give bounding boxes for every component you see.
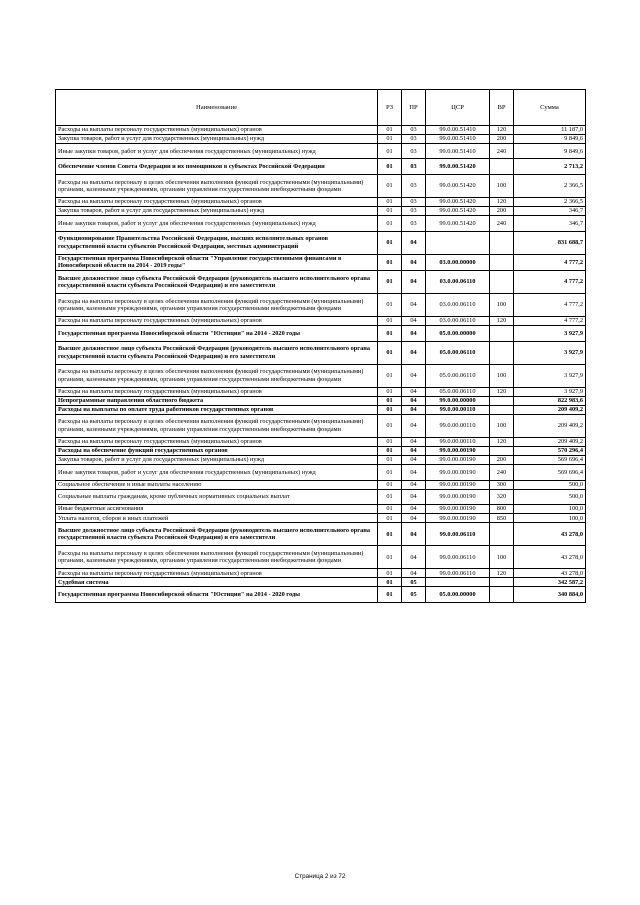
cell-sum: 3 927,9 bbox=[514, 326, 586, 342]
cell-name: Расходы на выплаты персоналу государственных (муниципальных) органов bbox=[56, 387, 378, 396]
cell-pr: 04 bbox=[402, 523, 426, 546]
cell-pr: 03 bbox=[402, 216, 426, 232]
cell-pr: 03 bbox=[402, 197, 426, 206]
cell-sum: 3 927,9 bbox=[514, 364, 586, 387]
table-row bbox=[56, 480, 586, 489]
cell-vr: 800 bbox=[490, 505, 514, 514]
cell-pr: 04 bbox=[402, 514, 426, 523]
cell-pr: 04 bbox=[402, 489, 426, 505]
cell-vr: 100 bbox=[490, 364, 514, 387]
table-row bbox=[56, 455, 586, 464]
cell-vr: 120 bbox=[490, 437, 514, 446]
cell-csr bbox=[426, 231, 490, 254]
cell-vr bbox=[490, 231, 514, 254]
cell-sum: 831 688,7 bbox=[514, 231, 586, 254]
cell-vr bbox=[490, 587, 514, 603]
table-row bbox=[56, 523, 586, 546]
budget-table bbox=[55, 89, 586, 603]
cell-sum: 11 187,0 bbox=[514, 125, 586, 134]
cell-name: Расходы на выплаты персоналу государственных (муниципальных) органов bbox=[56, 197, 378, 206]
cell-rz: 01 bbox=[378, 293, 402, 316]
cell-rz: 01 bbox=[378, 414, 402, 437]
cell-name: Социальное обеспечение и иные выплаты населению bbox=[56, 480, 378, 489]
cell-vr: 200 bbox=[490, 134, 514, 143]
cell-vr bbox=[490, 159, 514, 175]
cell-name: Высшее должностное лицо субъекта Российской Федерации (руководитель высшего исполнительного органа государственной власти субъекта Российской Федерации) и его заместители bbox=[56, 341, 378, 364]
cell-csr: 99.0.00.00000 bbox=[426, 396, 490, 405]
cell-sum: 209 409,2 bbox=[514, 414, 586, 437]
cell-sum: 2 366,5 bbox=[514, 174, 586, 197]
cell-rz: 01 bbox=[378, 514, 402, 523]
table-row bbox=[56, 197, 586, 206]
cell-rz: 01 bbox=[378, 405, 402, 414]
cell-vr: 320 bbox=[490, 489, 514, 505]
cell-name: Иные бюджетные ассигнования bbox=[56, 505, 378, 514]
cell-sum: 346,7 bbox=[514, 207, 586, 216]
cell-sum: 2 713,2 bbox=[514, 159, 586, 175]
cell-pr: 04 bbox=[402, 546, 426, 569]
cell-pr: 04 bbox=[402, 387, 426, 396]
header-name: Наименование bbox=[56, 90, 378, 126]
table-row bbox=[56, 587, 586, 603]
cell-rz: 01 bbox=[378, 316, 402, 325]
header-csr: ЦСР bbox=[426, 90, 490, 126]
cell-csr: 99.0.00.06110 bbox=[426, 523, 490, 546]
cell-pr: 04 bbox=[402, 414, 426, 437]
cell-csr: 03.0.00.06110 bbox=[426, 270, 490, 293]
cell-vr: 100 bbox=[490, 546, 514, 569]
cell-pr: 04 bbox=[402, 254, 426, 270]
table-row bbox=[56, 437, 586, 446]
header-rz: РЗ bbox=[378, 90, 402, 126]
table-row bbox=[56, 405, 586, 414]
table-row bbox=[56, 465, 586, 481]
cell-vr: 120 bbox=[490, 197, 514, 206]
table-row bbox=[56, 364, 586, 387]
cell-csr: 05.0.00.00000 bbox=[426, 326, 490, 342]
table-row bbox=[56, 414, 586, 437]
cell-vr bbox=[490, 446, 514, 455]
cell-name: Государственная программа Новосибирской области "Юстиция" на 2014 - 2020 годы bbox=[56, 326, 378, 342]
table-row bbox=[56, 569, 586, 578]
cell-csr: 05.0.00.06110 bbox=[426, 341, 490, 364]
cell-sum: 209 409,2 bbox=[514, 437, 586, 446]
cell-csr: 03.0.00.06110 bbox=[426, 293, 490, 316]
table-row bbox=[56, 293, 586, 316]
cell-sum: 4 777,2 bbox=[514, 254, 586, 270]
cell-name: Государственная программа Новосибирской области "Юстиция" на 2014 - 2020 годы bbox=[56, 587, 378, 603]
cell-rz: 01 bbox=[378, 364, 402, 387]
cell-csr: 99.0.00.00110 bbox=[426, 437, 490, 446]
cell-pr: 04 bbox=[402, 396, 426, 405]
cell-rz: 01 bbox=[378, 270, 402, 293]
cell-rz: 01 bbox=[378, 546, 402, 569]
cell-pr: 04 bbox=[402, 437, 426, 446]
cell-csr: 99.0.00.06110 bbox=[426, 546, 490, 569]
cell-name: Социальные выплаты гражданам, кроме публичных нормативных социальных выплат bbox=[56, 489, 378, 505]
header-pr: ПР bbox=[402, 90, 426, 126]
cell-csr: 99.0.00.51420 bbox=[426, 197, 490, 206]
cell-rz: 01 bbox=[378, 174, 402, 197]
cell-vr bbox=[490, 523, 514, 546]
cell-sum: 569 696,4 bbox=[514, 465, 586, 481]
table-row bbox=[56, 231, 586, 254]
cell-name: Расходы на выплаты персоналу в целях обеспечения выполнения функций государственными (муниципальными) органами, казенными учреждениями, органами управления государственными внебюджетными фондами bbox=[56, 546, 378, 569]
cell-name: Расходы на выплаты персоналу в целях обеспечения выполнения функций государственными (муниципальными) органами, казенными учреждениями, органами управления государственными внебюджетными фондами bbox=[56, 414, 378, 437]
cell-pr: 04 bbox=[402, 505, 426, 514]
table-row bbox=[56, 207, 586, 216]
cell-vr: 200 bbox=[490, 455, 514, 464]
table-row bbox=[56, 446, 586, 455]
cell-name: Расходы на выплаты персоналу государственных (муниципальных) органов bbox=[56, 125, 378, 134]
cell-vr bbox=[490, 270, 514, 293]
table-row bbox=[56, 134, 586, 143]
cell-pr: 03 bbox=[402, 134, 426, 143]
cell-csr: 99.0.00.00190 bbox=[426, 514, 490, 523]
cell-sum: 9 849,6 bbox=[514, 143, 586, 159]
cell-name: Расходы на выплаты персоналу государственных (муниципальных) органов bbox=[56, 437, 378, 446]
cell-pr: 03 bbox=[402, 143, 426, 159]
cell-rz: 01 bbox=[378, 134, 402, 143]
cell-sum: 4 777,2 bbox=[514, 316, 586, 325]
cell-rz: 01 bbox=[378, 465, 402, 481]
cell-pr: 04 bbox=[402, 326, 426, 342]
table-row bbox=[56, 159, 586, 175]
cell-sum: 342 587,2 bbox=[514, 578, 586, 587]
cell-csr: 05.0.00.06110 bbox=[426, 364, 490, 387]
cell-rz: 01 bbox=[378, 216, 402, 232]
table-row bbox=[56, 174, 586, 197]
cell-sum: 570 296,4 bbox=[514, 446, 586, 455]
cell-sum: 100,0 bbox=[514, 514, 586, 523]
table-row bbox=[56, 270, 586, 293]
cell-pr: 04 bbox=[402, 364, 426, 387]
cell-name: Расходы на выплаты персоналу государственных (муниципальных) органов bbox=[56, 316, 378, 325]
cell-sum: 209 409,2 bbox=[514, 405, 586, 414]
cell-rz: 01 bbox=[378, 125, 402, 134]
cell-name: Высшее должностное лицо субъекта Российской Федерации (руководитель высшего исполнительного органа государственной власти субъекта Российской Федерации) и его заместители bbox=[56, 523, 378, 546]
cell-sum: 500,0 bbox=[514, 480, 586, 489]
cell-rz: 01 bbox=[378, 455, 402, 464]
cell-name: Судебная система bbox=[56, 578, 378, 587]
cell-pr: 03 bbox=[402, 125, 426, 134]
cell-rz: 01 bbox=[378, 341, 402, 364]
cell-vr: 240 bbox=[490, 465, 514, 481]
cell-pr: 04 bbox=[402, 569, 426, 578]
cell-name: Закупка товаров, работ и услуг для государственных (муниципальных) нужд bbox=[56, 455, 378, 464]
cell-csr: 99.0.00.00190 bbox=[426, 465, 490, 481]
table-row bbox=[56, 216, 586, 232]
cell-sum: 569 696,4 bbox=[514, 455, 586, 464]
cell-csr: 99.0.00.00190 bbox=[426, 489, 490, 505]
cell-sum: 3 927,9 bbox=[514, 387, 586, 396]
cell-sum: 4 777,2 bbox=[514, 270, 586, 293]
cell-vr: 200 bbox=[490, 207, 514, 216]
cell-name: Расходы на выплаты по оплате труда работников государственных органов bbox=[56, 405, 378, 414]
table-row bbox=[56, 489, 586, 505]
table-row bbox=[56, 396, 586, 405]
cell-csr: 99.0.00.51410 bbox=[426, 143, 490, 159]
cell-pr: 04 bbox=[402, 293, 426, 316]
table-row bbox=[56, 546, 586, 569]
cell-vr bbox=[490, 578, 514, 587]
cell-pr: 03 bbox=[402, 207, 426, 216]
cell-rz: 01 bbox=[378, 197, 402, 206]
cell-vr: 240 bbox=[490, 143, 514, 159]
cell-vr: 100 bbox=[490, 414, 514, 437]
table-row bbox=[56, 578, 586, 587]
cell-csr: 03.0.00.00000 bbox=[426, 254, 490, 270]
cell-vr bbox=[490, 326, 514, 342]
cell-name: Расходы на выплаты персоналу в целях обеспечения выполнения функций государственными (муниципальными) органами, казенными учреждениями, органами управления государственными внебюджетными фондами bbox=[56, 174, 378, 197]
cell-name: Функционирование Правительства Российской Федерации, высших исполнительных органов государственной власти субъектов Российской Федерации, местных администраций bbox=[56, 231, 378, 254]
cell-vr: 120 bbox=[490, 125, 514, 134]
cell-name: Расходы на выплаты персоналу в целях обеспечения выполнения функций государственными (муниципальными) органами, казенными учреждениями, органами управления государственными внебюджетными фондами bbox=[56, 364, 378, 387]
cell-vr: 120 bbox=[490, 387, 514, 396]
cell-sum: 43 278,0 bbox=[514, 523, 586, 546]
cell-name: Уплата налогов, сборов и иных платежей bbox=[56, 514, 378, 523]
cell-rz: 01 bbox=[378, 207, 402, 216]
cell-rz: 01 bbox=[378, 326, 402, 342]
cell-name: Иные закупки товаров, работ и услуг для обеспечения государственных (муниципальных) нужд bbox=[56, 465, 378, 481]
cell-vr: 120 bbox=[490, 316, 514, 325]
cell-rz: 01 bbox=[378, 569, 402, 578]
cell-csr: 99.0.00.00190 bbox=[426, 505, 490, 514]
cell-csr: 99.0.00.51410 bbox=[426, 125, 490, 134]
cell-rz: 01 bbox=[378, 505, 402, 514]
cell-vr: 850 bbox=[490, 514, 514, 523]
cell-rz: 01 bbox=[378, 254, 402, 270]
page-number: Страница 2 из 72 bbox=[294, 873, 346, 880]
cell-pr: 03 bbox=[402, 174, 426, 197]
cell-name: Закупка товаров, работ и услуг для государственных (муниципальных) нужд bbox=[56, 134, 378, 143]
cell-csr: 99.0.00.00110 bbox=[426, 405, 490, 414]
cell-csr: 99.0.00.51420 bbox=[426, 207, 490, 216]
cell-csr: 99.0.00.00190 bbox=[426, 446, 490, 455]
cell-vr: 300 bbox=[490, 480, 514, 489]
table-row bbox=[56, 143, 586, 159]
cell-rz: 01 bbox=[378, 489, 402, 505]
cell-name: Расходы на выплаты персоналу в целях обеспечения выполнения функций государственными (муниципальными) органами, казенными учреждениями, органами управления государственными внебюджетными фондами bbox=[56, 293, 378, 316]
table-header-row bbox=[56, 90, 586, 126]
table-row bbox=[56, 254, 586, 270]
cell-csr: 99.0.00.51420 bbox=[426, 174, 490, 197]
table-row bbox=[56, 505, 586, 514]
cell-rz: 01 bbox=[378, 578, 402, 587]
cell-name: Непрограммные направления областного бюджета bbox=[56, 396, 378, 405]
cell-rz: 01 bbox=[378, 587, 402, 603]
cell-rz: 01 bbox=[378, 231, 402, 254]
cell-sum: 500,0 bbox=[514, 489, 586, 505]
header-sum: Сумма bbox=[514, 90, 586, 126]
cell-rz: 01 bbox=[378, 480, 402, 489]
cell-pr: 05 bbox=[402, 587, 426, 603]
cell-vr bbox=[490, 254, 514, 270]
cell-name: Иные закупки товаров, работ и услуг для обеспечения государственных (муниципальных) нужд bbox=[56, 216, 378, 232]
cell-pr: 04 bbox=[402, 231, 426, 254]
cell-csr: 05.0.00.06110 bbox=[426, 387, 490, 396]
cell-rz: 01 bbox=[378, 523, 402, 546]
cell-name: Высшее должностное лицо субъекта Российской Федерации (руководитель высшего исполнительного органа государственной власти субъекта Российской Федерации) и его заместители bbox=[56, 270, 378, 293]
table-row bbox=[56, 316, 586, 325]
cell-sum: 43 278,0 bbox=[514, 546, 586, 569]
cell-rz: 01 bbox=[378, 387, 402, 396]
cell-sum: 346,7 bbox=[514, 216, 586, 232]
cell-vr: 100 bbox=[490, 174, 514, 197]
cell-csr: 99.0.00.51410 bbox=[426, 134, 490, 143]
cell-sum: 43 278,0 bbox=[514, 569, 586, 578]
table-row bbox=[56, 387, 586, 396]
cell-rz: 01 bbox=[378, 437, 402, 446]
cell-pr: 04 bbox=[402, 270, 426, 293]
cell-sum: 3 927,9 bbox=[514, 341, 586, 364]
cell-name: Расходы на обеспечение функций государственных органов bbox=[56, 446, 378, 455]
table-row bbox=[56, 341, 586, 364]
cell-vr bbox=[490, 405, 514, 414]
header-vr: ВР bbox=[490, 90, 514, 126]
cell-pr: 04 bbox=[402, 446, 426, 455]
cell-rz: 01 bbox=[378, 396, 402, 405]
cell-pr: 04 bbox=[402, 316, 426, 325]
cell-sum: 9 849,6 bbox=[514, 134, 586, 143]
cell-vr bbox=[490, 341, 514, 364]
cell-csr: 99.0.00.51420 bbox=[426, 216, 490, 232]
cell-vr: 240 bbox=[490, 216, 514, 232]
cell-name: Государственная программа Новосибирской области "Управление государственными финансами в Новосибирской области на 2014 - 2019 годы" bbox=[56, 254, 378, 270]
cell-csr: 99.0.00.00190 bbox=[426, 480, 490, 489]
cell-csr: 03.0.00.06110 bbox=[426, 316, 490, 325]
cell-name: Закупка товаров, работ и услуг для государственных (муниципальных) нужд bbox=[56, 207, 378, 216]
table-body bbox=[56, 125, 586, 602]
cell-pr: 03 bbox=[402, 159, 426, 175]
cell-csr bbox=[426, 578, 490, 587]
table-row bbox=[56, 326, 586, 342]
cell-pr: 04 bbox=[402, 465, 426, 481]
cell-rz: 01 bbox=[378, 446, 402, 455]
cell-rz: 01 bbox=[378, 143, 402, 159]
cell-pr: 04 bbox=[402, 341, 426, 364]
table-row bbox=[56, 125, 586, 134]
cell-name: Расходы на выплаты персоналу государственных (муниципальных) органов bbox=[56, 569, 378, 578]
cell-vr bbox=[490, 396, 514, 405]
cell-csr: 99.0.00.00190 bbox=[426, 455, 490, 464]
cell-vr: 100 bbox=[490, 293, 514, 316]
cell-sum: 4 777,2 bbox=[514, 293, 586, 316]
cell-pr: 04 bbox=[402, 455, 426, 464]
cell-sum: 2 366,5 bbox=[514, 197, 586, 206]
cell-csr: 99.0.00.06110 bbox=[426, 569, 490, 578]
cell-pr: 04 bbox=[402, 480, 426, 489]
cell-vr: 120 bbox=[490, 569, 514, 578]
cell-pr: 05 bbox=[402, 578, 426, 587]
cell-name: Иные закупки товаров, работ и услуг для обеспечения государственных (муниципальных) нужд bbox=[56, 143, 378, 159]
cell-sum: 340 884,0 bbox=[514, 587, 586, 603]
table-row bbox=[56, 514, 586, 523]
cell-pr: 04 bbox=[402, 405, 426, 414]
cell-rz: 01 bbox=[378, 159, 402, 175]
cell-name: Обеспечение членов Совета Федерации и их помощников в субъектах Российской Федерации bbox=[56, 159, 378, 175]
cell-csr: 99.0.00.00110 bbox=[426, 414, 490, 437]
cell-csr: 05.0.00.00000 bbox=[426, 587, 490, 603]
cell-sum: 822 983,6 bbox=[514, 396, 586, 405]
cell-sum: 100,0 bbox=[514, 505, 586, 514]
cell-csr: 99.0.00.51420 bbox=[426, 159, 490, 175]
